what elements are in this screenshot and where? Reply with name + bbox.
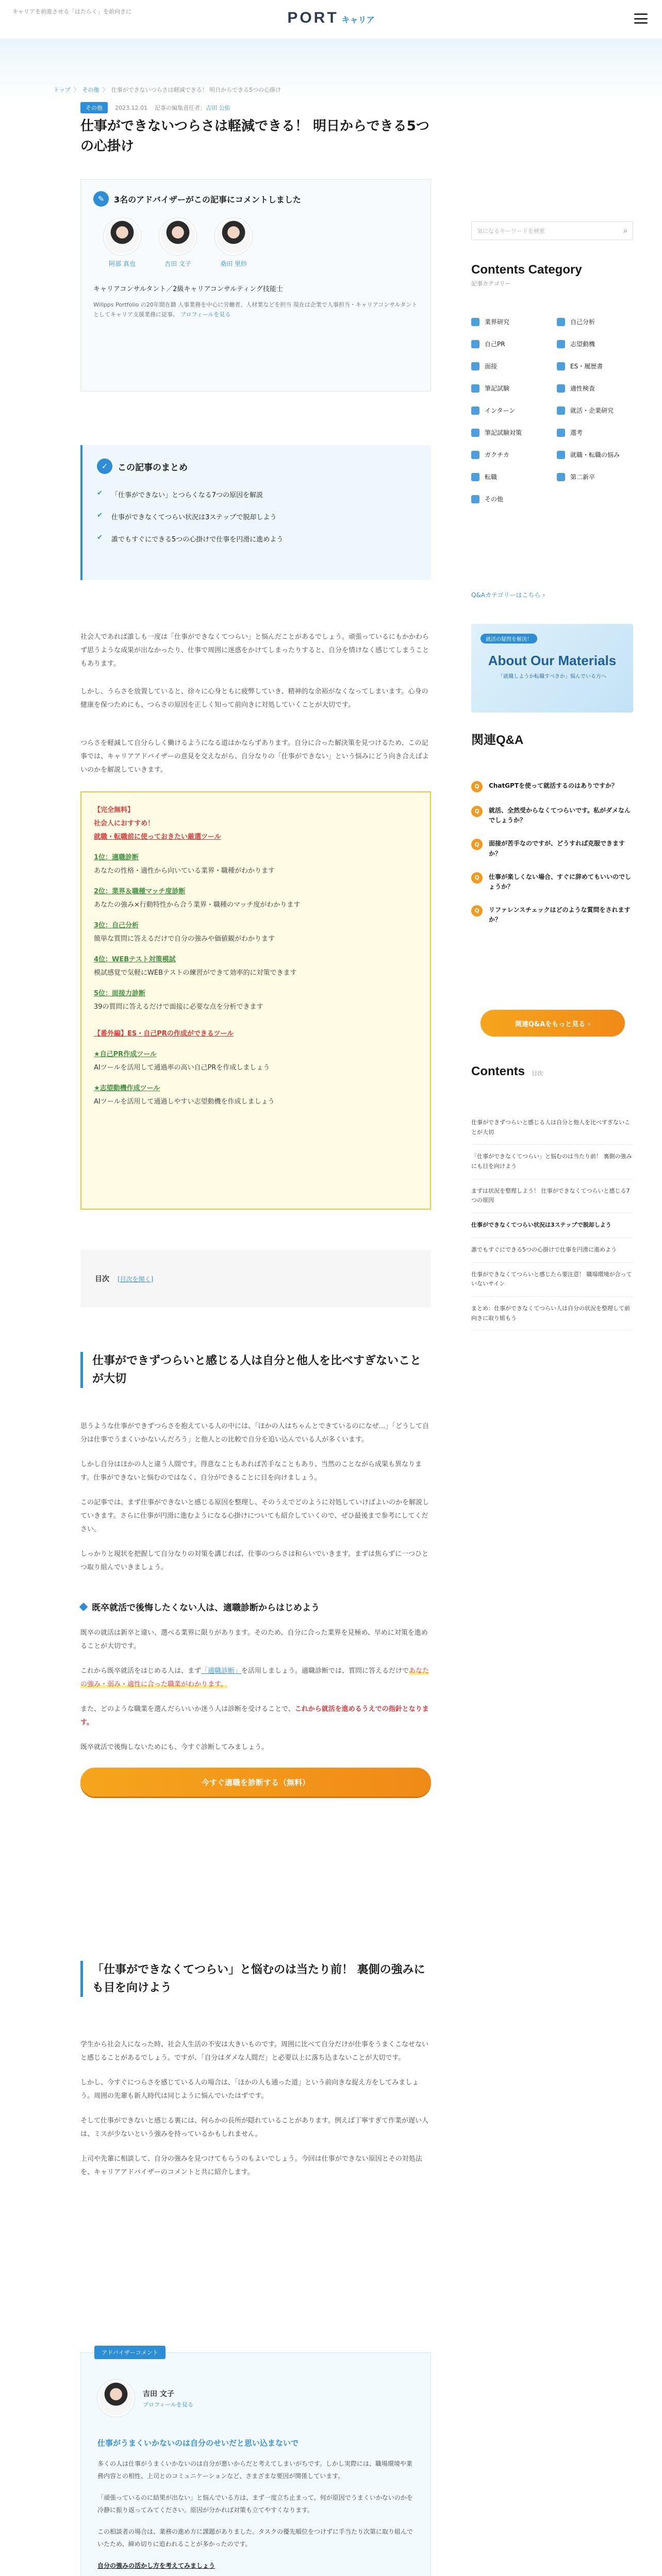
category-tag[interactable]: その他: [80, 102, 108, 113]
category-label: 自己PR: [485, 341, 505, 348]
advisor-heading-text: 3名のアドバイザーがこの記事にコメントしました: [114, 194, 301, 205]
contents-item-active[interactable]: 仕事ができなくてつらい状況は3ステップで脱却しよう: [471, 1213, 633, 1238]
q-icon: Q: [471, 806, 483, 817]
avatar: [215, 218, 252, 255]
intro-paragraph: しかし、うらさを放置していると、徐々に心身ともに疲弊していき、精神的な余裕がなくなってしまいます。心身の健康を保つためにも、つらさの原因を正しく知って前向きに対処していくことが大切です。: [80, 688, 428, 709]
author-label: 記事の編集責任者：: [154, 105, 206, 111]
category-heading: [471, 263, 633, 287]
banner-subtitle: 「就職しようか転職すべきか」悩んでいる方へ: [498, 674, 606, 680]
tool-link[interactable]: ★志望動機作成ツール: [94, 1084, 160, 1092]
author-link[interactable]: 吉田 公佑: [205, 105, 230, 111]
qa-text: リファレンスチェックはどのような質問をされますか？: [489, 906, 631, 924]
category-label: 自己分析: [570, 318, 595, 326]
advisor-role: キャリアコンサルタント／2級キャリアコンサルティング技能士: [93, 285, 283, 293]
section-paragraph: [80, 1703, 431, 1730]
comment-subheading: 自分の強みの活かし方を考えてみましょう: [97, 2562, 216, 2569]
category-icon: [557, 318, 565, 326]
tool-link[interactable]: 4位：WEBテスト対策模試: [94, 956, 176, 963]
category-label: 就活・企業研究: [570, 407, 614, 414]
article-meta: [80, 102, 230, 113]
q-icon: Q: [471, 839, 483, 850]
category-icon: [471, 406, 479, 415]
summary-list: [97, 489, 417, 544]
category-subtitle: 記事カテゴリー: [471, 280, 511, 287]
advisor-box-heading: [93, 191, 418, 207]
category-label: 選考: [570, 429, 583, 436]
category-icon: [557, 384, 565, 393]
section-paragraph: 思うような仕事ができずつらさを抱えている人の中には、「ほかの人はちゃんとできているのになぜ…」「どうして自分は仕事でうまくいかないんだろう」と他人との比較で自分を追い込んでいる人が多くいます。: [80, 1422, 429, 1444]
section-paragraph: 既卒の就活は新卒と違い、選べる業界に限りがあります。そのため、自分に合った業界を見極め、早めに対策を進めることが大切です。: [80, 1629, 428, 1650]
hamburger-menu-icon[interactable]: [634, 13, 648, 24]
related-qa-item[interactable]: [471, 905, 633, 925]
tools-title: 社会人におすすめ！: [94, 820, 155, 827]
commenter-name: 吉田 文子: [143, 2389, 174, 2398]
section-paragraph: しかし、今すぐにつらさを感じている人の場合は、「ほかの人も通った道」という前向きな捉え方をしてみましょう。周囲の先輩も新人時代は同じように悩んでいたはずです。: [80, 2079, 419, 2100]
comment-title: 仕事がうまくいかないのは自分のせいだと思い込まないで: [97, 2438, 299, 2448]
category-icon: [557, 340, 565, 348]
contents-subtitle: 目次: [532, 1070, 543, 1077]
category-label: 筆記試験: [485, 385, 510, 392]
category-item[interactable]: [471, 428, 548, 437]
avatar: [159, 218, 196, 255]
category-label: 業界研究: [485, 318, 510, 326]
related-qa-item[interactable]: [471, 872, 633, 892]
category-item[interactable]: [471, 384, 548, 393]
tool-desc: あなたの強み×行動特性から合う業界・職種のマッチ度がわかります: [94, 901, 301, 909]
para-text: これから既卒就活をはじめる人は、まず: [80, 1667, 202, 1675]
advisor-name: 吉田 文子: [164, 260, 191, 267]
tool-desc: 模試感覚で気軽にWEBテストの練習ができて効率的に対策できます: [94, 969, 297, 977]
advisor-bio: [93, 300, 418, 319]
more-related-qa-button[interactable]: 関連Q&Aをもっと見る ›: [481, 1010, 625, 1037]
qa-text: 面接が苦手なのですが、どうすれば克服できますか？: [489, 840, 625, 857]
comment-paragraph: 多くの人は仕事がうまくいかないのは自分が悪いからだと考えてしまいがちです。しかし実際には、職場環境や業務内容との相性、上司とのコミュニケーションなど、さまざまな要因が関係しています。: [97, 2460, 412, 2480]
tool-link[interactable]: 3位：自己分析: [94, 922, 139, 929]
qa-text: 仕事が楽しくない場合、すぐに辞めてもいいのでしょうか？: [489, 873, 632, 890]
summary-item: ✔ 仕事ができなくてつらい状況は3ステップで脱却しよう: [97, 512, 417, 521]
qa-text: 就活、全然受からなくてつらいです。私がダメなんでしょうか？: [489, 807, 631, 824]
category-item[interactable]: [557, 472, 633, 481]
breadcrumb: [54, 86, 281, 94]
site-header: [0, 0, 662, 39]
advisor-comment: [80, 2349, 431, 2576]
contents-item[interactable]: 「仕事ができなくてつらい」と悩むのは当たり前！ 裏側の強みにも目を向けよう: [471, 1145, 633, 1179]
related-qa-item[interactable]: [471, 781, 633, 792]
advisor-name: 阿部 真也: [109, 260, 136, 267]
search-icon[interactable]: ⌕: [623, 227, 627, 235]
category-item[interactable]: [471, 472, 548, 481]
comment-badge: アドバイザーコメント: [94, 2346, 166, 2359]
table-of-contents: [80, 1250, 431, 1308]
tools-title: 就職・転職前に使っておきたい厳選ツール: [94, 833, 221, 841]
category-item[interactable]: [471, 495, 548, 503]
section2-body: [80, 2038, 431, 2179]
q-icon: Q: [471, 781, 483, 792]
intro-paragraph: つらさを軽減して自分らしく働けるようになる道はかならずあります。自分に合った解決策を見つけるため、この記事では、キャリアアドバイザーの意見を交えながら、自分なりの「仕事ができない」という悩みにどう向き合えばよいのかを解説していきます。: [80, 739, 429, 774]
section-paragraph: この記事では、まず仕事ができないと感じる原因を整理し、そのうえでどのように対処していけばよいのかを解説していきます。さらに仕事が円滑に進むようになる心掛けについても紹介していくので、ぜひ最後まで参考にしてください。: [80, 1499, 429, 1533]
tool-desc: AIツールを活用して通過率の高い自己PRを作成しましょう: [94, 1064, 270, 1072]
tool-item: [94, 919, 418, 946]
para-text: また、どのような職業を選んだらいいか迷う人は診断を受けることで、: [80, 1705, 295, 1713]
contents-item[interactable]: まとめ：仕事ができなくてつらい人は自分の状況を整理して前向きに取り組もう: [471, 1297, 633, 1331]
tool-link[interactable]: ★自己PR作成ツール: [94, 1050, 157, 1058]
category-item[interactable]: [557, 340, 633, 348]
summary-heading-text: この記事のまとめ: [118, 462, 188, 473]
tool-desc: あなたの性格・適性から向いている業界・職種がわかります: [94, 867, 275, 875]
category-item[interactable]: [557, 384, 633, 393]
category-item[interactable]: [471, 450, 548, 459]
aptitude-test-link[interactable]: 「適職診断」: [201, 1667, 242, 1675]
avatar: [104, 218, 141, 255]
tool-desc: 39の質問に答えるだけで面接に必要な点を分析できます: [94, 1003, 263, 1011]
banner-title: About Our Materials: [488, 653, 617, 668]
aptitude-test-cta-button[interactable]: 今すぐ適職を診断する（無料）: [80, 1768, 431, 1797]
section-paragraph: 上司や先輩に相談して、自分の強みを見つけてもらうのもよいでしょう。今回は仕事ができない原因とその対処法を、キャリアアドバイザーのコメントと共に紹介します。: [80, 2155, 422, 2176]
category-icon: [471, 429, 479, 437]
category-item[interactable]: [471, 340, 548, 348]
tool-item: [94, 1082, 418, 1109]
category-icon: [471, 340, 479, 348]
qa-text: ChatGPTを使って就活するのはありですか？: [489, 782, 618, 789]
advisor-item[interactable]: [159, 218, 196, 268]
tool-item: [94, 953, 418, 980]
category-icon: [557, 429, 565, 437]
logo-main: PORT: [287, 9, 339, 26]
contents-item[interactable]: 誰でもすぐにできる5つの心掛けで仕事を円滑に進めよう: [471, 1238, 633, 1263]
category-icon: [471, 318, 479, 326]
category-icon: [471, 495, 479, 503]
category-item[interactable]: [557, 406, 633, 415]
category-label: インターン: [485, 407, 516, 414]
category-item[interactable]: [557, 450, 633, 459]
section-paragraph: [80, 1665, 431, 1691]
advisor-name: 桑田 里紗: [220, 260, 247, 267]
category-icon: [471, 384, 479, 393]
q-icon: Q: [471, 872, 483, 884]
advisor-box: [80, 179, 431, 392]
section-paragraph: しかし自分はほかの人と違う人間です。得意なこともあれば苦手なこともあり、当然のことながら成果も異なります。仕事ができないと悩むのではなく、自分ができることに目を向けましょう。: [80, 1461, 422, 1482]
q-icon: Q: [471, 905, 483, 917]
toc-toggle-link[interactable]: [目次を開く]: [118, 1275, 154, 1283]
category-item[interactable]: [471, 406, 548, 415]
recommended-tools-box: [80, 791, 431, 1210]
summary-item: ✔ 誰でもすぐにできる5つの心掛けで仕事を円滑に進めよう: [97, 534, 417, 544]
advisor-bio-text: Willpps Portfolio の20年間在籍 人事業務を中心に労働者、人材業などを担当 現在は企業で人事担当・キャリアコンサルタントとしてキャリア支援業務に従事。: [93, 301, 418, 318]
section-paragraph: しっかりと現状を把握して自分なりの対策を講じれば、仕事のつらさは和らいでいきます。まずは焦らずに一つひとつ取り組んでいきましょう。: [80, 1550, 428, 1571]
tool-item: [94, 851, 418, 878]
category-icon: [557, 362, 565, 370]
summary-item: ✔ 「仕事ができない」とつらくなる7つの原因を解説: [97, 489, 417, 499]
sub-heading: 既卒就活で後悔したくない人は、適職診断からはじめよう: [80, 1600, 431, 1613]
search-input[interactable]: [471, 222, 633, 240]
section-paragraph: 既卒就活で後悔しないためにも、今すぐ診断してみましょう。: [80, 1743, 269, 1751]
contents-item[interactable]: 仕事ができずつらいと感じる人は自分と他人を比べすぎないことが大切: [471, 1111, 633, 1145]
category-item[interactable]: [557, 428, 633, 437]
highlighted-text: あなたの強み・弱み・適性に合った職業がわかります。: [80, 1667, 429, 1688]
contents-item[interactable]: まずは状況を整理しよう！ 仕事ができなくてつらいと感じる7つの原因: [471, 1179, 633, 1213]
avatar: [97, 2380, 135, 2417]
site-logo[interactable]: [287, 9, 374, 27]
section1-body: [80, 1420, 431, 1797]
banner-tag: 就活の疑問を解決！: [481, 634, 537, 643]
publish-date: 2023.12.01: [115, 104, 147, 111]
tool-item: [94, 885, 418, 912]
category-item[interactable]: [557, 317, 633, 326]
tool-desc: 簡単な質問に答えるだけで自分の強みや価値観がわかります: [94, 935, 275, 943]
contents-item[interactable]: 仕事ができなくてつらいと感じたら要注意！ 職場環境が合っていないサイン: [471, 1263, 633, 1297]
lightbulb-icon: ✓: [97, 459, 112, 474]
related-qa-list: [471, 781, 633, 939]
category-label: 適性検査: [570, 385, 595, 392]
advisor-profile-link[interactable]: プロフィールを見る: [180, 311, 231, 318]
section-heading: 仕事ができずつらいと感じる人は自分と他人を比べすぎないことが大切: [80, 1352, 431, 1388]
category-item[interactable]: [471, 317, 548, 326]
advisor-item[interactable]: [215, 218, 252, 268]
breadcrumb-home[interactable]: トップ: [54, 87, 71, 93]
section-heading: 「仕事ができなくてつらい」と悩むのは当たり前！ 裏側の強みにも目を向けよう: [80, 1961, 431, 1997]
category-label: 転職: [485, 473, 498, 481]
category-label: 志望動機: [570, 341, 595, 348]
category-label: 第二新卒: [570, 473, 595, 481]
category-item[interactable]: [557, 362, 633, 370]
tools-title: 【完全無料】: [94, 806, 135, 814]
qa-category-link[interactable]: Q&Aカテゴリーはこちら ›: [471, 591, 545, 599]
chat-icon: ✎: [93, 191, 109, 207]
category-item[interactable]: [471, 362, 548, 370]
tool-link[interactable]: 5位：面接力診断: [94, 990, 146, 997]
tool-link[interactable]: 2位：業界＆職種マッチ度診断: [94, 888, 186, 895]
section-paragraph: そして仕事ができないと感じる裏には、何らかの長所が隠れていることがあります。例えば丁寧すぎて作業が遅い人は、ミスが少ないという強みを持っているかもしれません。: [80, 2117, 428, 2138]
category-label: 就職・転職の悩み: [570, 451, 620, 459]
category-label: 筆記試験対策: [485, 429, 522, 436]
tool-link[interactable]: 1位：適職診断: [94, 854, 139, 861]
logo-sub: キャリア: [341, 15, 375, 25]
comment-paragraph: この相談者の場合は、業務の進め方に課題がありました。タスクの優先順位をつけずに手当たり次第に取り組んでいたため、締め切りに追われることが多かったのです。: [97, 2528, 413, 2548]
category-title: Contents Category: [471, 263, 582, 277]
category-icon: [557, 473, 565, 481]
page-title: 仕事ができないつらさは軽減できる！ 明日からできる5つの心掛け: [80, 118, 429, 154]
breadcrumb-category[interactable]: その他: [82, 87, 100, 93]
related-qa-item[interactable]: [471, 839, 633, 858]
category-icon: [557, 451, 565, 459]
article-summary: [80, 445, 431, 580]
tool-item: [94, 987, 418, 1014]
comment-profile: [97, 2380, 414, 2417]
highlighted-text: これから就活を進めるうえでの指針となります。: [80, 1705, 429, 1726]
breadcrumb-current: 仕事ができないつらさは軽減できる！ 明日からできる5つの心掛け: [111, 87, 282, 93]
section-paragraph: 学生から社会人になった時、社会人生活の不安は大きいものです。周囲に比べて自分だけが仕事をうまくこなせないと感じることがあるでしょう。ですが、「自分はダメな人間だ」と必要以上に落ち込まないことが大切です。: [80, 2041, 428, 2062]
contents-list: [471, 1111, 633, 1331]
toc-label: 目次: [95, 1275, 109, 1283]
breadcrumb-sep: 〉: [73, 87, 79, 93]
related-qa-item[interactable]: [471, 806, 633, 825]
category-icon: [557, 406, 565, 415]
search-placeholder: 気になるキーワードを検索: [477, 228, 545, 234]
category-icon: [471, 451, 479, 459]
contents-heading: [471, 1064, 633, 1079]
advisor-item[interactable]: [104, 218, 141, 268]
category-list: [471, 317, 633, 503]
summary-heading: [97, 459, 417, 474]
header-tagline: キャリアを前進させる「はたらく」を前向きに: [12, 8, 131, 15]
tool-item: [94, 1048, 418, 1075]
tool-desc: AIツールを活用して通過しやすい志望動機を作成しましょう: [94, 1098, 275, 1106]
comment-paragraph: 「頑張っているのに結果が出ない」と悩んでいる方は、まず一度立ち止まって、何が原因でうまくいかないのかを冷静に振り返ってみてください。原因が分かれば対策も立てやすくなります。: [97, 2494, 413, 2514]
materials-banner[interactable]: [471, 624, 633, 713]
commenter-profile-link[interactable]: プロフィールを見る: [143, 2401, 193, 2408]
contents-title: Contents: [471, 1064, 525, 1078]
extra-tools-title: 【番外編】ES・自己PRの作成ができるツール: [94, 1030, 234, 1038]
advisor-list: [104, 218, 418, 268]
category-label: ES・履歴書: [570, 363, 603, 370]
intro-paragraph: 社会人であれば誰しも一度は「仕事ができなくてつらい」と悩んだことがあるでしょう。頑張っているにもかかわらず思うような成果が出なかったり、仕事で周囲に迷惑をかけてしまったりすると、自分を情けなく感じてしまうこともあります。: [80, 633, 429, 668]
breadcrumb-sep: 〉: [102, 87, 108, 93]
category-icon: [471, 473, 479, 481]
category-label: その他: [485, 496, 504, 503]
category-icon: [471, 362, 479, 370]
category-label: 面接: [485, 363, 498, 370]
page-wrap: [27, 39, 635, 2576]
related-qa-title: 関連Q&A: [471, 733, 524, 747]
para-text: を活用しましょう。適職診断では、質問に答えるだけで: [241, 1667, 409, 1675]
category-label: ガクチカ: [485, 451, 509, 459]
